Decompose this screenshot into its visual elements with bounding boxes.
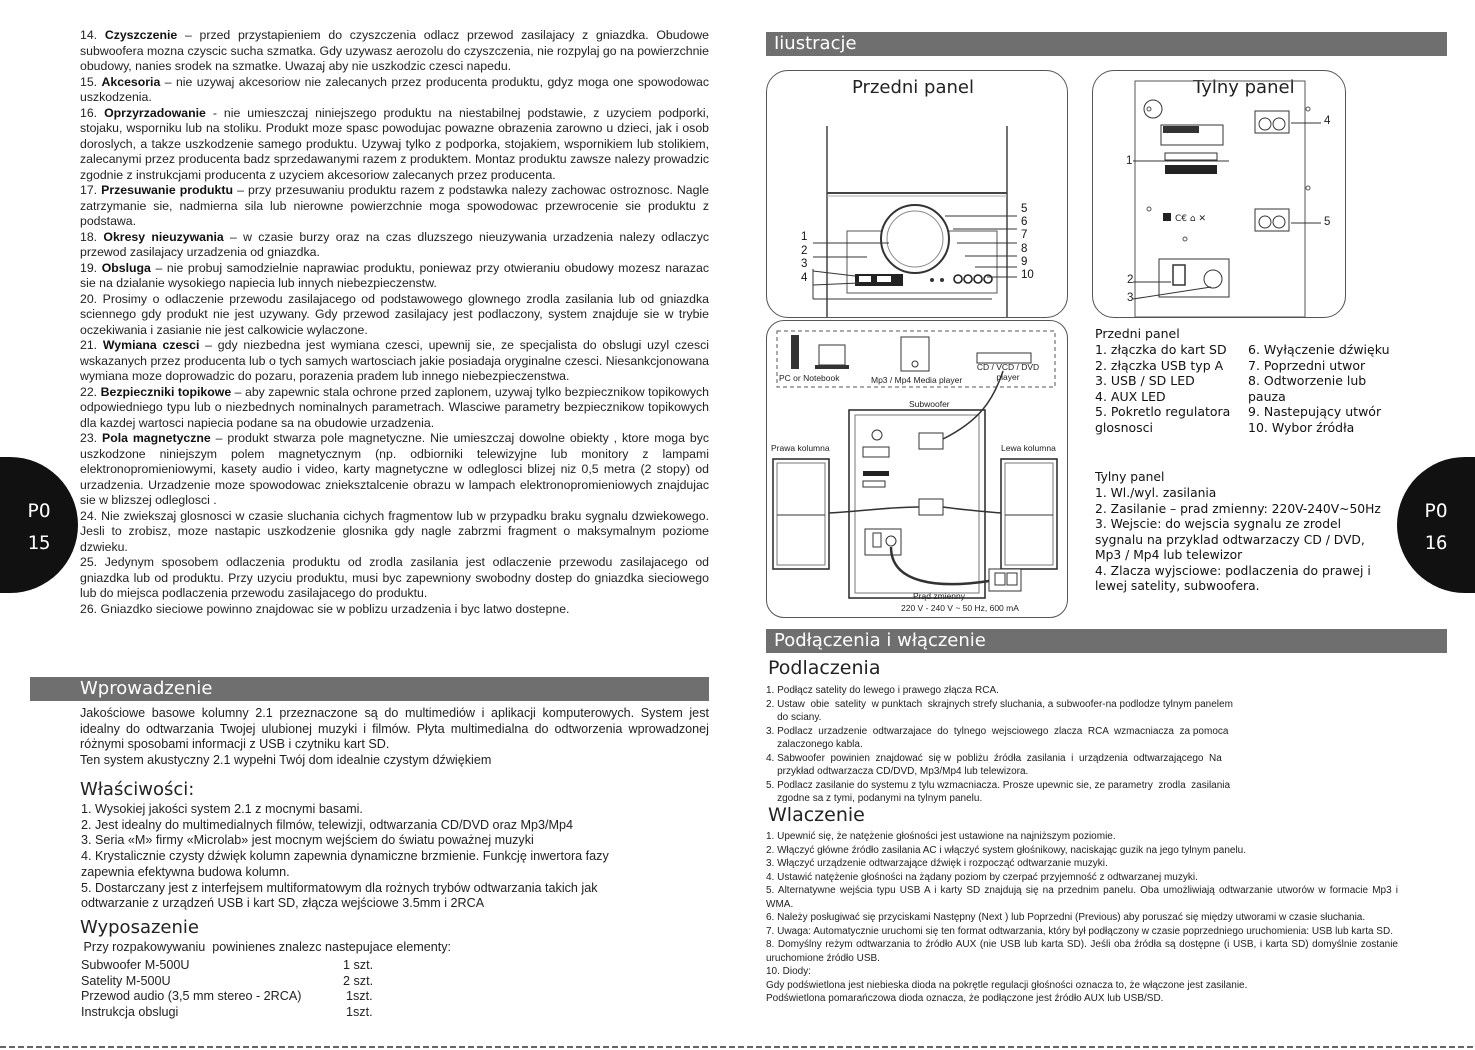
equipment-qty: 1szt. bbox=[346, 1005, 373, 1020]
label-cd-player: CD / VCD / DVD player bbox=[976, 362, 1040, 382]
rear-callout-1: 1 bbox=[1126, 155, 1133, 167]
item-number: 20. bbox=[80, 291, 98, 306]
safety-item bbox=[80, 261, 709, 292]
item-title: Przesuwanie produktu bbox=[101, 183, 234, 197]
equipment-row bbox=[81, 958, 401, 974]
item-number: 17. bbox=[80, 183, 98, 197]
item-title: Czyszczenie bbox=[104, 28, 178, 42]
safety-item bbox=[80, 106, 709, 184]
item-number: 16. bbox=[80, 105, 98, 120]
equipment-qty: 1 szt. bbox=[343, 958, 374, 972]
equipment-row bbox=[81, 1005, 401, 1021]
features-heading: Właściwości: bbox=[80, 779, 195, 800]
safety-item bbox=[80, 28, 709, 75]
podlaczenia-line: zalaczonego kabla. bbox=[766, 739, 863, 750]
front-legend-item: 2. złączka USB typ A bbox=[1095, 357, 1224, 373]
equipment-name: Instrukcja obslugi bbox=[81, 1005, 179, 1020]
rear-callout-2: 2 bbox=[1127, 274, 1134, 286]
feature-line: 5. Dostarczany jest z interfejsem multiformatowym dla rożnych trybów odtwarzania takich jak bbox=[81, 880, 598, 895]
safety-item bbox=[80, 509, 709, 556]
front-panel-title: Przedni panel bbox=[852, 77, 974, 98]
label-subwoofer: Subwoofer bbox=[909, 399, 950, 409]
item-number: 14. bbox=[80, 28, 98, 42]
item-number: 21. bbox=[80, 338, 98, 352]
front-callout: 5 bbox=[1021, 203, 1028, 215]
safety-item bbox=[80, 292, 709, 339]
rear-legend-heading: Tylny panel bbox=[1095, 470, 1165, 484]
podlaczenia-line: zgodne sa z tymi, podanymi na tylnym panelu. bbox=[766, 793, 983, 804]
front-legend-item: 4. AUX LED bbox=[1095, 388, 1166, 404]
front-legend-item: 10. Wybor źródła bbox=[1248, 419, 1355, 435]
wlaczenie-line: 7. Uwaga: Automatycznie uruchomi się ten format odtwarzania, który był podłączony w czasie poprzedniego uruchomienia: USB lub karta SD. bbox=[766, 925, 1393, 937]
item-title: Wymiana czesci bbox=[102, 338, 200, 352]
wlaczenie-line: Gdy podświetlona jest niebieska dioda na pokrętle regulacji głośności oznacza to, że włączone jest zasilanie. bbox=[766, 979, 1248, 991]
item-number: 23. bbox=[80, 431, 98, 445]
rear-legend-item: 2. Zasilanie – prad zmienny: 220V-240V~50Hz bbox=[1095, 501, 1381, 516]
front-legend-item: 6. Wyłączenie dźwięku bbox=[1248, 342, 1390, 357]
feature-line: 3. Seria «M» firmy «Microlab» jest mocnym wejściem do światu poważnej muzyki bbox=[81, 833, 534, 848]
wlaczenie-line: 3. Włączyć urządzenie odtwarzające dźwięk i rozpocząć odtwarzanie muzyki. bbox=[766, 858, 1108, 869]
wlaczenie-line: 1. Upewnić się, że natężenie głośności jest ustawione na najniższym poziomie. bbox=[766, 831, 1116, 842]
item-title: Oprzyrzadowanie bbox=[104, 105, 206, 120]
item-text: - nie umieszczaj niniejszego produktu na niestabilnej podstawie, z uzyciem podporki, stojaku, wsporniku lub na stoliku. Produkt moze spasc powodujac powazne obrazenia zarowno u dzieci, jak i osob doroslych, a takze uszkodzenie samego produktu. Uzywaj tylko z podporka, stojakiem, wspornikiem lub stolikiem, zalecanymi przez producenta badz sprzedawanymi razem z produktem. Montaz produktu zawsze nalezy prowadzic zgodnie z instrukcjami producenta z uzyciem akcesoriow zalecanych przez producenta. bbox=[80, 105, 709, 182]
item-text: Prosimy o odlaczenie przewodu zasilajacego od podstawowego glownego zrodla zasilania lub od gniazdka sciennego gdy produkt nie jest uzywany. Gdy przewod zasilajacy jest podlaczony, system znajduje sie w trybie oczekiwania i zasianie nie jest calkowicie wylaczone. bbox=[80, 291, 709, 337]
front-panel-diagram bbox=[766, 70, 1068, 318]
wlaczenie-line: Podświetlona pomarańczowa dioda oznacza, że podłączone jest źródło AUX lub USB/SD. bbox=[766, 993, 1164, 1004]
rear-legend-item: Mp3 / Mp4 lub telewizor bbox=[1095, 548, 1243, 562]
intro-heading-bar bbox=[30, 677, 709, 701]
equipment-qty: 2 szt. bbox=[343, 973, 374, 988]
front-callout: 2 bbox=[801, 244, 808, 257]
label-power: Prąd zmienny bbox=[913, 591, 965, 601]
equipment-heading: Wyposazenie bbox=[80, 917, 199, 938]
equipment-list bbox=[81, 958, 401, 1021]
wlaczenie-line: 8. Domyślny reżym odtwarzania to źródło AUX (nie USB lub karta SD). Jeśli oba źródła są dostępne (i USB, i karta SD) domyślnie zostanie uruchomione źródło USB. bbox=[766, 939, 1398, 964]
safety-instructions bbox=[80, 28, 709, 617]
illustrations-heading: Iiustracje bbox=[774, 33, 857, 54]
safety-item bbox=[80, 230, 709, 261]
safety-item bbox=[80, 555, 709, 602]
item-number: 18. bbox=[80, 229, 98, 244]
item-title: Obsluga bbox=[101, 260, 151, 275]
item-text: – nie uzywaj akcesoriow nie zalecanych przez producenta produktu, gdyz moga one spowodowac uszkodzenia. bbox=[80, 74, 710, 104]
equipment-row bbox=[81, 989, 401, 1005]
feature-line: 2. Jest idealny do multimedialnych filmów, telewizji, odtwarzania CD/DVD oraz Mp3/Mp4 bbox=[81, 817, 574, 832]
intro-heading: Wprowadzenie bbox=[80, 678, 213, 699]
front-legend-right bbox=[1248, 342, 1390, 435]
front-legend-item: 1. złączka do kart SD bbox=[1095, 342, 1227, 357]
intro-paragraph: Jakościowe basowe kolumny 2.1 przeznaczone są do multimediów i aplikacji komputerowych. System jest idealny do odtwarzania Twojej ulubionej muzyki i filmów. Płyta multimedialna do odtworzenia wprowadzonej różnymi sposobami informacji z USB i czytniku kart SD. bbox=[80, 706, 709, 752]
equipment-intro: Przy rozpakowywaniu powinienes znalezc nastepujace elementy: bbox=[80, 940, 452, 954]
front-legend-left bbox=[1095, 342, 1230, 435]
equipment-name: Przewod audio (3,5 mm stereo - 2RCA) bbox=[81, 989, 302, 1004]
item-number: 15. bbox=[80, 74, 98, 89]
illustrations-heading-bar bbox=[766, 32, 1447, 56]
front-callout: 8 bbox=[1021, 242, 1028, 255]
feature-line: 4. Krystalicznie czysty dźwięk kolumn zapewnia dynamiczne brzmienie. Funkcję inwertora fazy bbox=[81, 849, 609, 864]
connections-heading: Podłączenia i włączenie bbox=[774, 630, 986, 651]
feature-line: zapewnia efektywna budowa kolumn. bbox=[81, 864, 290, 879]
item-text: Nie zwiekszaj glosnosci w czasie sluchania cichych fragmentow lub w przypadku braku sygnalu dzwiekowego. Jesli to zrobisz, moze nastapic uszkodzenie glosnika gdy nagle zabrzmi fragment o maksymalnym poziome dzwieku. bbox=[80, 508, 709, 554]
equipment-qty: 1szt. bbox=[346, 989, 373, 1004]
front-callout: 1 bbox=[801, 231, 808, 243]
podlaczenia-heading: Podlaczenia bbox=[768, 657, 881, 679]
safety-item bbox=[80, 431, 709, 509]
item-text: – w czasie burzy oraz na czas dluzszego nieuzywania urzadzenia nalezy odlaczyc przewod zasilajacy urzadzenia od gniazdka. bbox=[80, 229, 709, 259]
rear-panel-title: Tylny panel bbox=[1193, 77, 1295, 98]
safety-item bbox=[80, 183, 709, 230]
item-title: Bezpieczniki topikowe bbox=[100, 384, 232, 399]
item-number: 19. bbox=[80, 260, 98, 275]
front-callout: 4 bbox=[801, 271, 808, 284]
item-text: – przy przesuwaniu produktu razem z podstawka nalezy zachowac ostroznosc. Nagle zatrzymanie sie, nadmierna sila lub nierowne powierzchnie moga spowodowac przewrocenie sie produktu z podstawa. bbox=[80, 183, 709, 228]
wlaczenie-heading: Wlaczenie bbox=[768, 804, 865, 826]
intro-text bbox=[80, 706, 709, 768]
item-number: 26. bbox=[80, 601, 98, 616]
item-title: Pola magnetyczne bbox=[102, 431, 211, 445]
item-text: – aby zapewnic stala ochrone przed zaplonem, uzywaj tylko bezpiecznikow topikowych odpowiedniego typu lub o niezbednych nominalnych parametrach. Wlasciwe parametry bezpiecznikow topikowych dla kazdej wartosci napiecia podane sa na obudowie urzadzenia. bbox=[80, 384, 709, 430]
rear-legend-item: 1. Wl./wyl. zasilania bbox=[1095, 486, 1217, 500]
item-text: – nie probuj samodzielnie naprawiac produktu, poniewaz przy otwieraniu obudowy mozesz narazac sie na dzialanie wysokiego napiecia lub innych niebezpieczenstw. bbox=[80, 260, 709, 290]
rear-legend-item: lewej satelity, subwoofera. bbox=[1095, 579, 1260, 593]
item-text: Jedynym sposobem odlaczenia produktu od zrodla zasilania jest odlaczenie przewodu zasilajacego od gniazdka lub od produktu. Przy uzyciu produktu, musi byc zapewniony swobodny dostep do gniazdka sieciowego lub do miejsca podlaczenia przewodu zasilajacego do produktu. bbox=[80, 555, 709, 600]
page-tab-code: PO bbox=[27, 500, 51, 522]
safety-item bbox=[80, 75, 709, 106]
equipment-name: Satelity M-500U bbox=[81, 973, 171, 988]
rear-legend-item: sygnalu na przyklad odtwarzaczy CD / DVD, bbox=[1095, 532, 1365, 547]
front-callout: 7 bbox=[1021, 229, 1028, 242]
connection-diagram bbox=[766, 320, 1068, 618]
front-callouts-left bbox=[801, 231, 807, 285]
item-text: – gdy niezbedna jest wymiana czesci, upewnij sie, ze specjalista do obslugi uzyl czesci wskazanych przez producenta lub o tych samych wartosciach jakie posiadaja oryginalne czesci. Niesankcjonowana wymiana moze doprowadzic do pozaru, porazenia pradem lub innego niebezpieczenstwa. bbox=[80, 338, 710, 383]
wlaczenie-line: 10. Diody: bbox=[766, 966, 812, 977]
wlaczenie-line: 4. Ustawić natężenie głośności na żądany poziom by czerpać przyjemność z odtwarzanej muzyki. bbox=[766, 871, 1198, 883]
wlaczenie-line: 5. Alternatywne wejścia typu USB A i karty SD znajdują się na przednim panelu. Oba umożliwiają odtwarzanie utworów w formacie Mp3 i WMA. bbox=[766, 885, 1398, 910]
feature-line: 1. Wysokiej jakości system 2.1 z mocnymi basami. bbox=[81, 802, 363, 816]
svg-text:C€ ⌂ ✕: C€ ⌂ ✕ bbox=[1175, 214, 1206, 224]
front-legend-item: 8. Odtworzenie lub bbox=[1248, 373, 1367, 388]
front-callouts-right bbox=[1021, 203, 1034, 282]
front-legend-heading: Przedni panel bbox=[1095, 326, 1180, 341]
front-callout: 3 bbox=[801, 258, 808, 270]
page-tab-left bbox=[0, 457, 78, 593]
item-text: – przed przystapieniem do czyszczenia odlacz przewod zasilajacy z gniazdka. Obudowe subwoofera mozna czyscic sucha szmatka. Gdy uzywasz aerozolu do czyszczenia, nie rozpylaj go na powierzchnie obudowy, nanies srodek na szmatke. Uwazaj aby nie uszkodzic czesci napedu. bbox=[80, 28, 709, 73]
podlaczenia-line: do sciany. bbox=[766, 712, 822, 723]
equipment-row bbox=[81, 974, 401, 990]
front-legend-item: pauza bbox=[1248, 388, 1286, 404]
rear-panel-diagram bbox=[1092, 70, 1346, 318]
safety-item bbox=[80, 385, 709, 432]
features-list bbox=[81, 802, 609, 912]
podlaczenia-line: 2. Ustaw obie satelity w punktach skrajnych strefy sluchania, a subwoofer-na podlodze tylnym panelem bbox=[766, 698, 1233, 710]
label-mp3-player: Mp3 / Mp4 Media player bbox=[871, 375, 963, 385]
podlaczenia-list bbox=[766, 684, 1233, 806]
front-callout: 9 bbox=[1021, 255, 1028, 268]
podlaczenia-line: 5. Podlacz zasilanie do systemu z tylu wzmacniacza. Prosze upewnic sie, ze parametry zrodla zasilania bbox=[766, 779, 1231, 791]
front-legend-item: glosnosci bbox=[1095, 419, 1153, 435]
rear-callout-3: 3 bbox=[1127, 292, 1134, 304]
page-number: 15 bbox=[27, 532, 51, 554]
rear-callout-4: 4 bbox=[1324, 115, 1331, 127]
feature-line: odtwarzanie z urządzeń USB i kart SD, złącza wejściowe 3.5mm i 2RCA bbox=[81, 896, 485, 911]
podlaczenia-line: 1. Podłącz satelity do lewego i prawego złącza RCA. bbox=[766, 685, 999, 696]
rear-callout-5: 5 bbox=[1324, 216, 1331, 228]
item-title: Akcesoria bbox=[101, 74, 161, 89]
front-callout: 10 bbox=[1021, 269, 1034, 282]
intro-paragraph: Ten system akustyczny 2.1 wypełni Twój dom idealnie czystym dźwiękiem bbox=[80, 752, 492, 767]
item-title: Okresy nieuzywania bbox=[103, 229, 224, 244]
page-number: 16 bbox=[1424, 532, 1448, 554]
page-bottom-divider bbox=[0, 1046, 1475, 1048]
label-right-column: Prawa kolumna bbox=[771, 443, 830, 453]
item-text: – produkt stwarza pole magnetyczne. Nie umieszczaj dowolne obiekty , ktore moga byc uszkodzone niniejszym polem magnetycznym (np. odbiorniki telewizyjne lub monitory z lampami elektronopromieniowymi, kasety audio i video, karty magnetyczne w odleglosci blizej niz 0,5 metra (2 stopy) od urzadzenia. Urzadzenie moze spowodowac znieksztalcenie obrazu w lampach elektronopromieniowych znajdujac sie w blizszej odleglosci . bbox=[80, 431, 709, 507]
safety-item bbox=[80, 338, 709, 385]
front-legend-item: 5. Pokretlo regulatora bbox=[1095, 404, 1231, 419]
podlaczenia-line: 3. Podlacz urzadzenie odtwarzajace do tylnego wejsciowego zlacza RCA wzmacniacza za pomoca bbox=[766, 725, 1229, 737]
rear-legend-item: 4. Zlacza wyjsciowe: podlaczenia do prawej i bbox=[1095, 563, 1371, 578]
item-number: 24. bbox=[80, 508, 98, 523]
safety-item bbox=[80, 602, 709, 618]
front-legend-item: 7. Poprzedni utwor bbox=[1248, 357, 1366, 373]
item-number: 25. bbox=[80, 555, 98, 569]
rear-legend-item: 3. Wejscie: do wejscia sygnalu ze zrodel bbox=[1095, 517, 1341, 531]
label-power-spec: 220 V - 240 V ~ 50 Hz, 600 mA bbox=[901, 603, 1019, 613]
wlaczenie-line: 6. Należy posługiwać się przyciskami Następny (Next ) lub Poprzedni (Previous) aby poruszać się między utworami w czasie słuchania. bbox=[766, 912, 1366, 923]
rear-legend bbox=[1095, 486, 1381, 595]
podlaczenia-line: przykład odtwarzacza CD/DVD, Mp3/Mp4 lub telewizora. bbox=[766, 766, 1029, 777]
label-left-column: Lewa kolumna bbox=[1001, 443, 1056, 453]
wlaczenie-line: 2. Włączyć główne źródło zasilania AC i włączyć system głośnikowy, naciskając guzik na jego tylnym panelu. bbox=[766, 844, 1247, 856]
front-legend-item: 3. USB / SD LED bbox=[1095, 373, 1195, 388]
front-legend-item: 9. Nastepujący utwór bbox=[1248, 404, 1382, 419]
page-tab-code: PO bbox=[1424, 500, 1448, 522]
page-tab-right bbox=[1397, 457, 1475, 593]
connections-heading-bar bbox=[766, 629, 1447, 653]
podlaczenia-line: 4. Sabwoofer powinien znajdować się w pobliżu źródła zasilania i urządzenia odtwarzającego Na bbox=[766, 752, 1222, 764]
item-number: 22. bbox=[80, 384, 98, 399]
item-text: Gniazdko sieciowe powinno znajdowac sie w poblizu urzadzenia i byc latwo dostepne. bbox=[100, 601, 570, 616]
equipment-name: Subwoofer M-500U bbox=[81, 958, 190, 972]
label-pc: PC or Notebook bbox=[779, 373, 840, 383]
wlaczenie-list bbox=[766, 830, 1398, 1006]
front-callout: 6 bbox=[1021, 216, 1028, 229]
